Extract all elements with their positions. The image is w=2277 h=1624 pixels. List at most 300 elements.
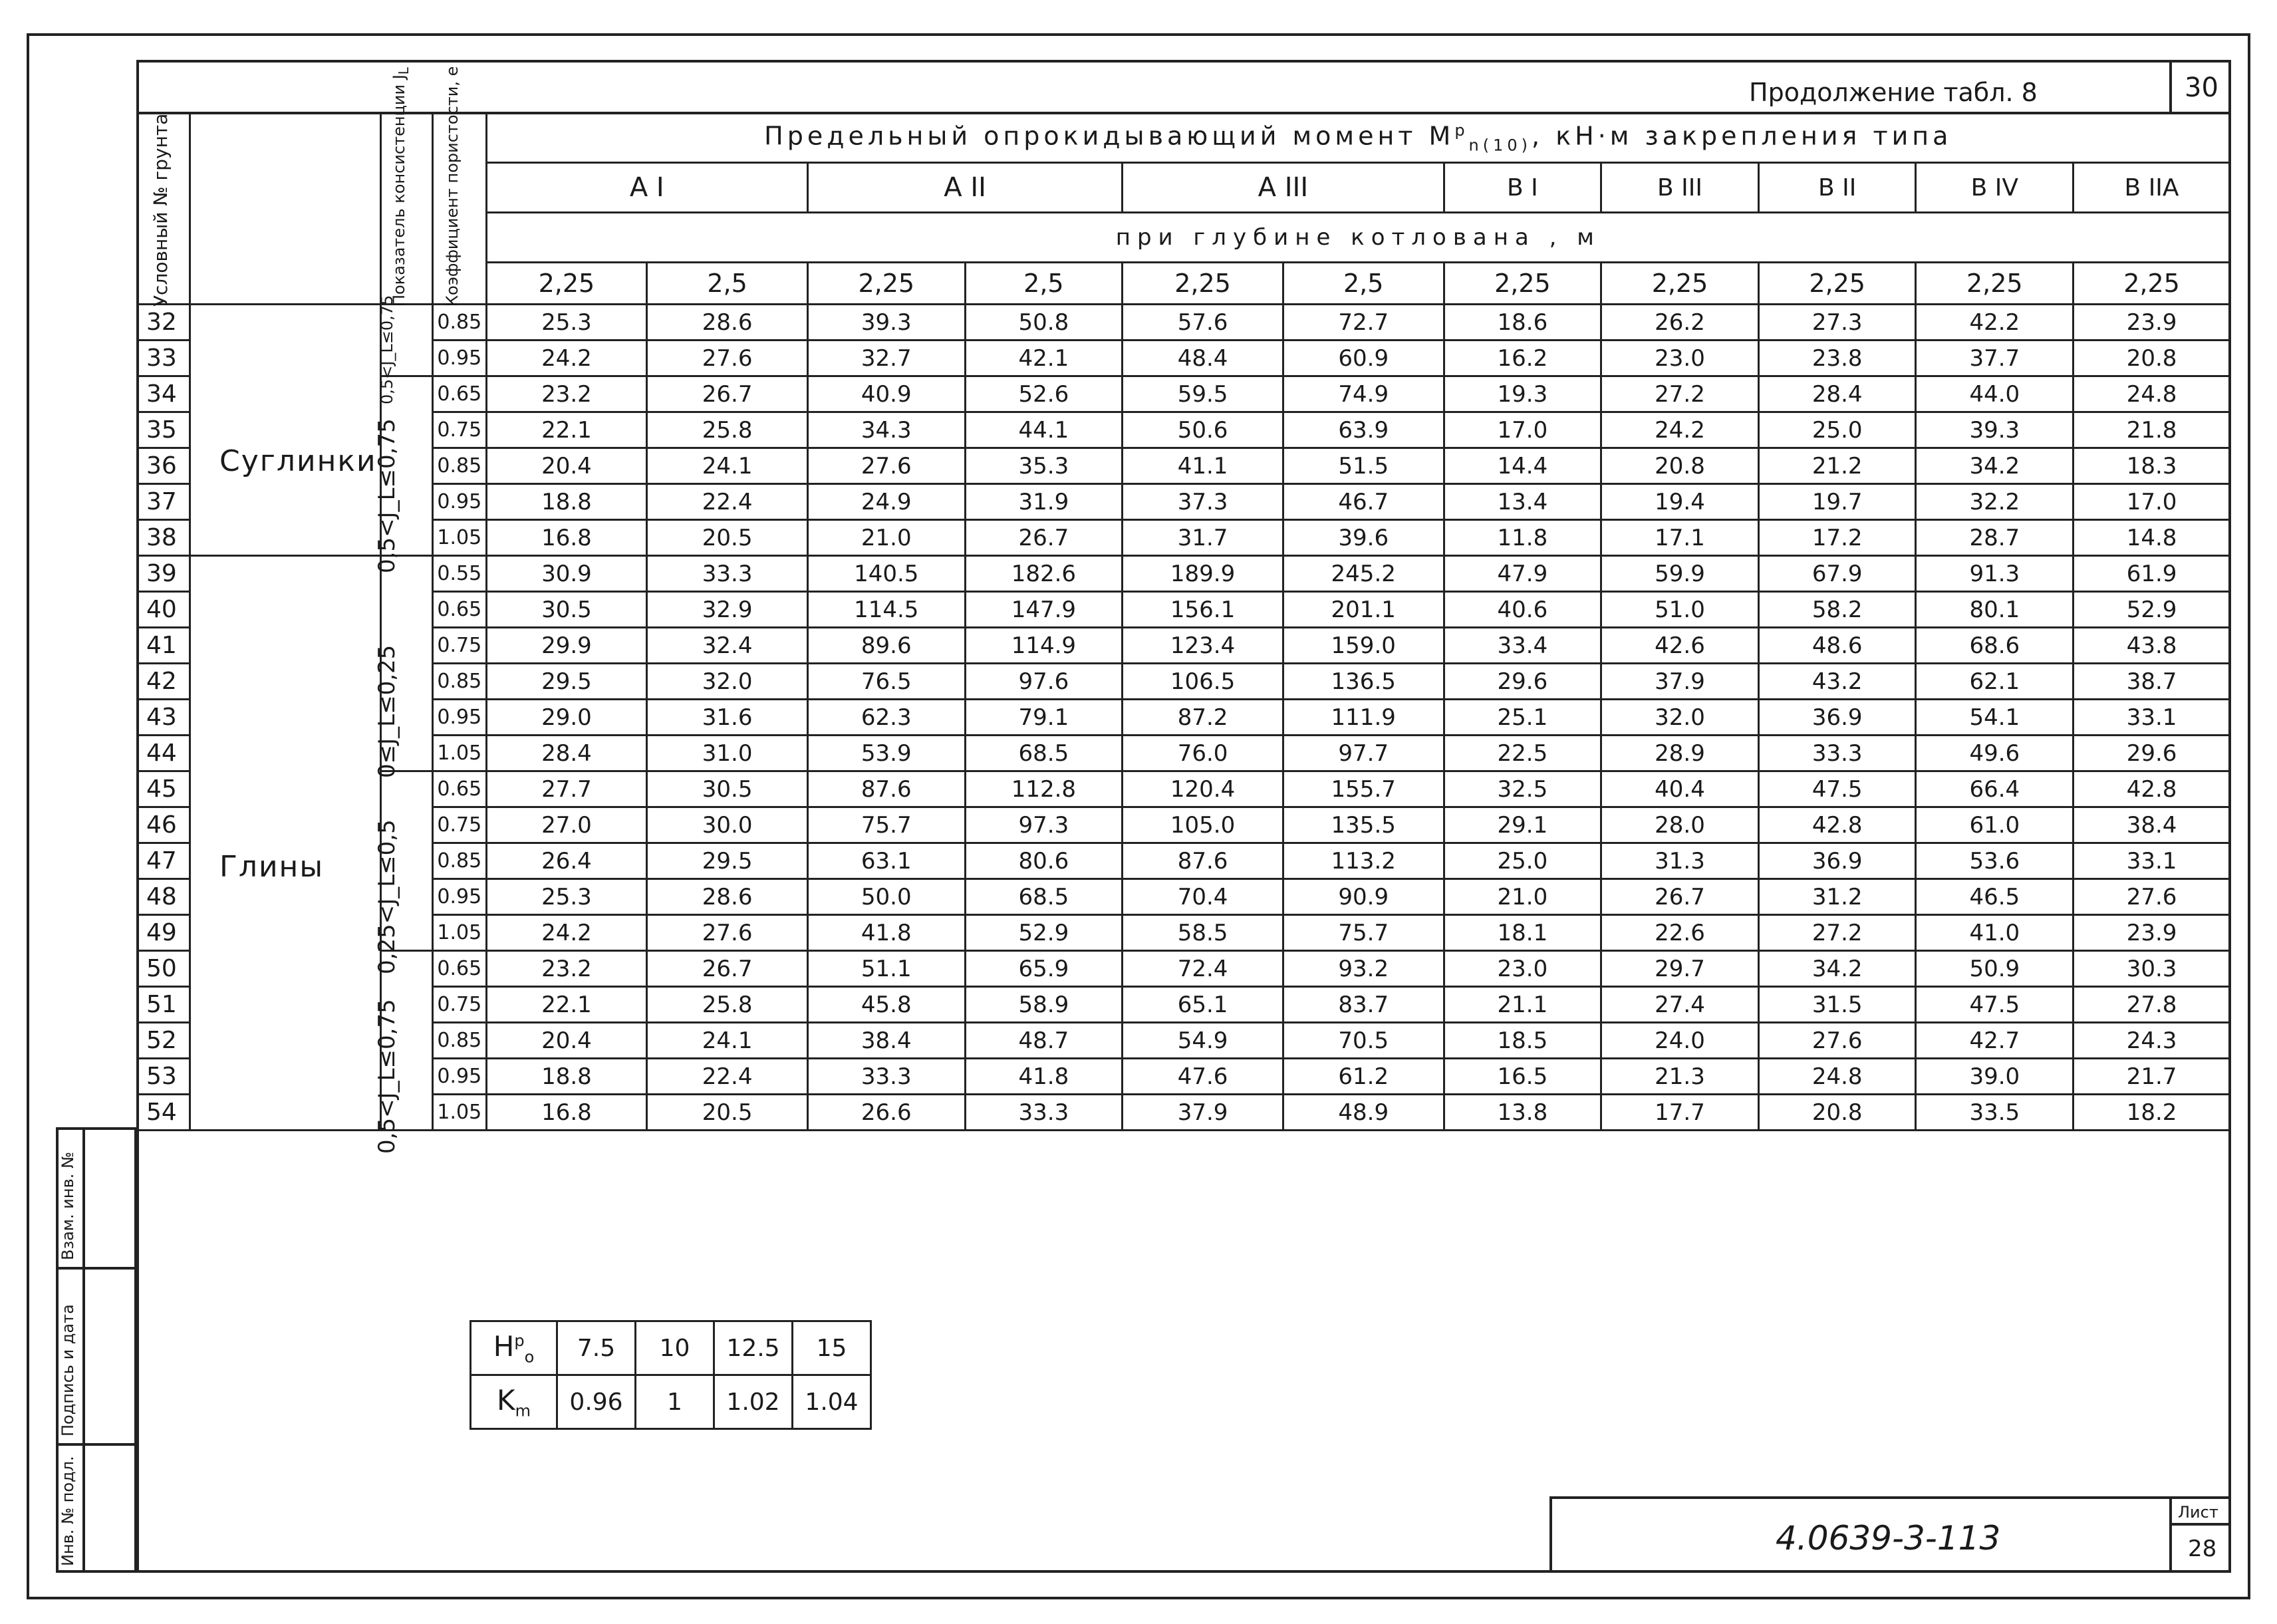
porosity-cell: 0.65	[433, 951, 487, 987]
value-cell: 24.9	[807, 484, 965, 520]
value-cell: 31.0	[647, 736, 808, 771]
value-cell: 30.3	[2074, 951, 2230, 987]
value-cell: 25.1	[1444, 700, 1601, 736]
value-cell: 19.4	[1601, 484, 1759, 520]
table-row	[138, 879, 2230, 915]
value-cell: 112.8	[965, 771, 1123, 807]
value-cell: 32.0	[1601, 700, 1759, 736]
value-cell: 75.7	[1283, 915, 1444, 951]
value-cell: 147.9	[965, 592, 1123, 628]
value-cell: 29.5	[486, 664, 647, 700]
h-value: 12.5	[714, 1321, 793, 1375]
value-cell: 18.5	[1444, 1023, 1601, 1059]
group-b1: B I	[1444, 163, 1601, 213]
value-cell: 28.6	[647, 305, 808, 340]
title-block-divider	[2169, 1496, 2172, 1573]
value-cell: 24.3	[2074, 1023, 2230, 1059]
table-row	[138, 412, 2230, 448]
value-cell: 16.8	[486, 1095, 647, 1131]
value-cell: 32.9	[647, 592, 808, 628]
depth-cell: 2,25	[486, 263, 647, 305]
value-cell: 18.1	[1444, 915, 1601, 951]
value-cell: 65.1	[1123, 987, 1283, 1023]
value-cell: 20.5	[647, 1095, 808, 1131]
value-cell: 31.9	[965, 484, 1123, 520]
value-cell: 91.3	[1916, 556, 2074, 592]
value-cell: 25.0	[1758, 412, 1916, 448]
value-cell: 39.6	[1283, 520, 1444, 556]
porosity-cell: 1.05	[433, 520, 487, 556]
value-cell: 39.3	[1916, 412, 2074, 448]
value-cell: 32.2	[1916, 484, 2074, 520]
soil-header	[190, 113, 380, 305]
range-loam-bottom: 0,5<J_L≤0,75	[374, 418, 400, 573]
value-cell: 156.1	[1123, 592, 1283, 628]
porosity-cell: 0.85	[433, 448, 487, 484]
ground-no: 52	[138, 1023, 190, 1059]
value-cell: 57.6	[1123, 305, 1283, 340]
value-cell: 20.4	[486, 448, 647, 484]
value-cell: 31.3	[1601, 843, 1759, 879]
value-cell: 24.8	[2074, 376, 2230, 412]
value-cell: 29.6	[2074, 736, 2230, 771]
value-cell: 34.2	[1758, 951, 1916, 987]
value-cell: 61.9	[2074, 556, 2230, 592]
value-cell: 105.0	[1123, 807, 1283, 843]
value-cell: 40.6	[1444, 592, 1601, 628]
value-cell: 26.7	[647, 376, 808, 412]
range-clay-2: 0,25<J_L≤0,5	[374, 819, 400, 974]
value-cell: 25.0	[1444, 843, 1601, 879]
group-a2: A II	[807, 163, 1122, 213]
ground-no: 40	[138, 592, 190, 628]
porosity-cell: 1.05	[433, 736, 487, 771]
value-cell: 42.8	[2074, 771, 2230, 807]
value-cell: 16.5	[1444, 1059, 1601, 1095]
value-cell: 24.2	[486, 340, 647, 376]
value-cell: 26.6	[807, 1095, 965, 1131]
porosity-cell: 0.75	[433, 987, 487, 1023]
value-cell: 18.8	[486, 484, 647, 520]
value-cell: 23.8	[1758, 340, 1916, 376]
ground-no: 45	[138, 771, 190, 807]
h-label: $H^p_o$	[471, 1321, 557, 1375]
value-cell: 80.1	[1916, 592, 2074, 628]
value-cell: 50.8	[965, 305, 1123, 340]
value-cell: 28.4	[486, 736, 647, 771]
value-cell: 38.4	[2074, 807, 2230, 843]
value-cell: 49.6	[1916, 736, 2074, 771]
value-cell: 61.2	[1283, 1059, 1444, 1095]
consistency-header	[380, 67, 433, 307]
depth-cell: 2,5	[1283, 263, 1444, 305]
value-cell: 34.2	[1916, 448, 2074, 484]
value-cell: 40.9	[807, 376, 965, 412]
value-cell: 47.9	[1444, 556, 1601, 592]
table-row	[138, 1023, 2230, 1059]
table-row	[138, 1095, 2230, 1131]
value-cell: 65.9	[965, 951, 1123, 987]
group-a1: A I	[486, 163, 807, 213]
table-row	[138, 305, 2230, 340]
value-cell: 25.8	[647, 987, 808, 1023]
value-cell: 41.8	[807, 915, 965, 951]
ground-no: 41	[138, 628, 190, 664]
h-row	[471, 1321, 871, 1375]
value-cell: 29.1	[1444, 807, 1601, 843]
value-cell: 70.4	[1123, 879, 1283, 915]
value-cell: 31.7	[1123, 520, 1283, 556]
value-cell: 22.1	[486, 987, 647, 1023]
value-cell: 14.4	[1444, 448, 1601, 484]
h-value: 7.5	[557, 1321, 636, 1375]
value-cell: 43.8	[2074, 628, 2230, 664]
value-cell: 17.1	[1601, 520, 1759, 556]
value-cell: 68.5	[965, 736, 1123, 771]
depth-cell: 2,25	[1601, 263, 1759, 305]
value-cell: 87.6	[807, 771, 965, 807]
ground-no: 50	[138, 951, 190, 987]
value-cell: 87.6	[1123, 843, 1283, 879]
k-value: 0.96	[557, 1375, 636, 1429]
porosity-cell: 0.85	[433, 664, 487, 700]
value-cell: 155.7	[1283, 771, 1444, 807]
value-cell: 13.8	[1444, 1095, 1601, 1131]
soil-clay-label: Глины	[219, 850, 325, 884]
ground-no: 48	[138, 879, 190, 915]
value-cell: 33.4	[1444, 628, 1601, 664]
value-cell: 32.7	[807, 340, 965, 376]
value-cell: 44.1	[965, 412, 1123, 448]
value-cell: 31.6	[647, 700, 808, 736]
value-cell: 60.9	[1283, 340, 1444, 376]
value-cell: 27.0	[486, 807, 647, 843]
value-cell: 20.8	[2074, 340, 2230, 376]
value-cell: 97.7	[1283, 736, 1444, 771]
value-cell: 68.6	[1916, 628, 2074, 664]
k-row	[471, 1375, 871, 1429]
value-cell: 27.3	[1758, 305, 1916, 340]
value-cell: 50.9	[1916, 951, 2074, 987]
table-row	[138, 448, 2230, 484]
value-cell: 42.6	[1601, 628, 1759, 664]
ground-no: 36	[138, 448, 190, 484]
page-box-divider	[2169, 60, 2172, 112]
value-cell: 62.1	[1916, 664, 2074, 700]
table-row	[138, 771, 2230, 807]
value-cell: 37.7	[1916, 340, 2074, 376]
value-cell: 21.0	[1444, 879, 1601, 915]
porosity-cell: 0.75	[433, 628, 487, 664]
value-cell: 80.6	[965, 843, 1123, 879]
porosity-header: Коэффициент пористости, е	[433, 113, 487, 305]
value-cell: 18.8	[486, 1059, 647, 1095]
value-cell: 182.6	[965, 556, 1123, 592]
depth-cell: 2,25	[2074, 263, 2230, 305]
sheet-number: 28	[2188, 1536, 2217, 1562]
value-cell: 23.0	[1601, 340, 1759, 376]
value-cell: 33.1	[2074, 700, 2230, 736]
range-clay-3: 0,5<J_L≤0,75	[374, 999, 400, 1154]
value-cell: 22.1	[486, 412, 647, 448]
value-cell: 19.7	[1758, 484, 1916, 520]
porosity-cell: 0.85	[433, 1023, 487, 1059]
porosity-cell: 0.75	[433, 412, 487, 448]
value-cell: 17.2	[1758, 520, 1916, 556]
value-cell: 114.5	[807, 592, 965, 628]
value-cell: 42.1	[965, 340, 1123, 376]
depth-cell: 2,25	[1916, 263, 2074, 305]
consistency-label: Показатель консистенции $J_L$	[389, 67, 412, 307]
value-cell: 22.5	[1444, 736, 1601, 771]
ground-no: 32	[138, 305, 190, 340]
value-cell: 72.4	[1123, 951, 1283, 987]
value-cell: 26.7	[647, 951, 808, 987]
value-cell: 26.4	[486, 843, 647, 879]
value-cell: 48.7	[965, 1023, 1123, 1059]
value-cell: 21.7	[2074, 1059, 2230, 1095]
value-cell: 140.5	[807, 556, 965, 592]
value-cell: 52.6	[965, 376, 1123, 412]
table-row	[138, 915, 2230, 951]
value-cell: 29.5	[647, 843, 808, 879]
porosity-cell: 0.95	[433, 700, 487, 736]
value-cell: 51.0	[1601, 592, 1759, 628]
value-cell: 33.3	[1758, 736, 1916, 771]
table-row	[138, 592, 2230, 628]
ground-no: 34	[138, 376, 190, 412]
value-cell: 189.9	[1123, 556, 1283, 592]
value-cell: 32.5	[1444, 771, 1601, 807]
value-cell: 35.3	[965, 448, 1123, 484]
value-cell: 40.4	[1601, 771, 1759, 807]
table-row	[138, 987, 2230, 1023]
group-b3: B III	[1601, 163, 1759, 213]
value-cell: 59.5	[1123, 376, 1283, 412]
value-cell: 52.9	[2074, 592, 2230, 628]
value-cell: 41.8	[965, 1059, 1123, 1095]
ground-no: 54	[138, 1095, 190, 1131]
value-cell: 21.3	[1601, 1059, 1759, 1095]
page-number-top: 30	[2185, 72, 2218, 103]
value-cell: 28.9	[1601, 736, 1759, 771]
value-cell: 13.4	[1444, 484, 1601, 520]
table-row	[138, 484, 2230, 520]
depth-cell: 2,5	[965, 263, 1123, 305]
value-cell: 19.3	[1444, 376, 1601, 412]
value-cell: 27.6	[1758, 1023, 1916, 1059]
value-cell: 21.2	[1758, 448, 1916, 484]
porosity-cell: 0.65	[433, 376, 487, 412]
value-cell: 48.6	[1758, 628, 1916, 664]
value-cell: 51.1	[807, 951, 965, 987]
value-cell: 75.7	[807, 807, 965, 843]
table-row	[138, 556, 2230, 592]
value-cell: 36.9	[1758, 700, 1916, 736]
side-stamp-divider	[82, 1127, 85, 1573]
value-cell: 62.3	[807, 700, 965, 736]
value-cell: 48.9	[1283, 1095, 1444, 1131]
value-cell: 38.4	[807, 1023, 965, 1059]
value-cell: 36.9	[1758, 843, 1916, 879]
value-cell: 83.7	[1283, 987, 1444, 1023]
value-cell: 39.0	[1916, 1059, 2074, 1095]
value-cell: 47.6	[1123, 1059, 1283, 1095]
value-cell: 33.5	[1916, 1095, 2074, 1131]
value-cell: 38.7	[2074, 664, 2230, 700]
value-cell: 29.7	[1601, 951, 1759, 987]
value-cell: 23.9	[2074, 305, 2230, 340]
side-label-sign: Подпись и дата	[59, 1304, 77, 1436]
depth-cell: 2,25	[807, 263, 965, 305]
value-cell: 22.4	[647, 484, 808, 520]
table-row	[138, 843, 2230, 879]
value-cell: 33.3	[807, 1059, 965, 1095]
value-cell: 53.9	[807, 736, 965, 771]
value-cell: 29.0	[486, 700, 647, 736]
value-cell: 42.8	[1758, 807, 1916, 843]
value-cell: 31.2	[1758, 879, 1916, 915]
ground-no: 44	[138, 736, 190, 771]
value-cell: 93.2	[1283, 951, 1444, 987]
table-row	[138, 628, 2230, 664]
value-cell: 72.7	[1283, 305, 1444, 340]
value-cell: 113.2	[1283, 843, 1444, 879]
value-cell: 68.5	[965, 879, 1123, 915]
value-cell: 18.6	[1444, 305, 1601, 340]
value-cell: 47.5	[1916, 987, 2074, 1023]
value-cell: 30.5	[486, 592, 647, 628]
porosity-cell: 1.05	[433, 915, 487, 951]
ground-no: 43	[138, 700, 190, 736]
ground-no: 51	[138, 987, 190, 1023]
value-cell: 23.2	[486, 376, 647, 412]
h-value: 10	[636, 1321, 714, 1375]
table-row	[138, 1059, 2230, 1095]
value-cell: 23.9	[2074, 915, 2230, 951]
value-cell: 31.5	[1758, 987, 1916, 1023]
porosity-cell: 0.55	[433, 556, 487, 592]
value-cell: 41.1	[1123, 448, 1283, 484]
title-row	[138, 113, 2230, 163]
value-cell: 37.9	[1601, 664, 1759, 700]
range-loam-top: 0,5<J_L≤0,75	[378, 295, 396, 404]
soil-type-cell	[190, 556, 380, 1131]
value-cell: 27.6	[807, 448, 965, 484]
porosity-cell: 0.85	[433, 305, 487, 340]
value-cell: 30.5	[647, 771, 808, 807]
value-cell: 42.7	[1916, 1023, 2074, 1059]
value-cell: 106.5	[1123, 664, 1283, 700]
value-cell: 22.4	[647, 1059, 808, 1095]
value-cell: 24.8	[1758, 1059, 1916, 1095]
value-cell: 79.1	[965, 700, 1123, 736]
value-cell: 114.9	[965, 628, 1123, 664]
porosity-cell: 0.95	[433, 484, 487, 520]
value-cell: 59.9	[1601, 556, 1759, 592]
document-number: 4.0639-3-113	[1776, 1519, 2001, 1557]
porosity-cell: 0.95	[433, 1059, 487, 1095]
value-cell: 89.6	[807, 628, 965, 664]
value-cell: 26.2	[1601, 305, 1759, 340]
value-cell: 22.6	[1601, 915, 1759, 951]
table-row	[138, 520, 2230, 556]
group-b4: B IV	[1916, 163, 2074, 213]
value-cell: 29.9	[486, 628, 647, 664]
ground-no: 47	[138, 843, 190, 879]
table-row	[138, 376, 2230, 412]
value-cell: 27.8	[2074, 987, 2230, 1023]
table-row	[138, 700, 2230, 736]
value-cell: 76.0	[1123, 736, 1283, 771]
value-cell: 30.0	[647, 807, 808, 843]
ground-no: 42	[138, 664, 190, 700]
value-cell: 136.5	[1283, 664, 1444, 700]
value-cell: 58.9	[965, 987, 1123, 1023]
value-cell: 17.0	[2074, 484, 2230, 520]
value-cell: 245.2	[1283, 556, 1444, 592]
porosity-cell: 0.95	[433, 340, 487, 376]
value-cell: 28.6	[647, 879, 808, 915]
value-cell: 54.9	[1123, 1023, 1283, 1059]
ground-no: 39	[138, 556, 190, 592]
value-cell: 28.7	[1916, 520, 2074, 556]
soil-type-cell	[190, 305, 380, 556]
value-cell: 33.3	[647, 556, 808, 592]
value-cell: 32.4	[647, 628, 808, 664]
continuation-label: Продолжение табл. 8	[1749, 78, 2038, 107]
ground-no: 46	[138, 807, 190, 843]
value-cell: 76.5	[807, 664, 965, 700]
value-cell: 18.2	[2074, 1095, 2230, 1131]
value-cell: 20.8	[1601, 448, 1759, 484]
depth-cell: 2,25	[1758, 263, 1916, 305]
ground-no: 49	[138, 915, 190, 951]
value-cell: 67.9	[1758, 556, 1916, 592]
ground-no: 38	[138, 520, 190, 556]
porosity-cell: 1.05	[433, 1095, 487, 1131]
value-cell: 17.0	[1444, 412, 1601, 448]
table-row	[138, 340, 2230, 376]
group-b2: B II	[1758, 163, 1916, 213]
value-cell: 24.2	[486, 915, 647, 951]
porosity-cell: 0.65	[433, 592, 487, 628]
value-cell: 58.5	[1123, 915, 1283, 951]
k-value: 1.02	[714, 1375, 793, 1429]
table-title: Предельный опрокидывающий момент $M^p_{n(10)}$, кН·м закрепления типа	[486, 113, 2230, 163]
porosity-cell: 0.85	[433, 843, 487, 879]
k-label: $K_m$	[471, 1375, 557, 1429]
value-cell: 27.2	[1601, 376, 1759, 412]
value-cell: 29.6	[1444, 664, 1601, 700]
value-cell: 63.1	[807, 843, 965, 879]
value-cell: 33.3	[965, 1095, 1123, 1131]
value-cell: 24.0	[1601, 1023, 1759, 1059]
value-cell: 53.6	[1916, 843, 2074, 879]
value-cell: 28.4	[1758, 376, 1916, 412]
value-cell: 26.7	[1601, 879, 1759, 915]
value-cell: 26.7	[965, 520, 1123, 556]
value-cell: 23.2	[486, 951, 647, 987]
value-cell: 32.0	[647, 664, 808, 700]
depth-cell: 2,5	[647, 263, 808, 305]
h-value: 15	[793, 1321, 871, 1375]
depth-cell: 2,25	[1123, 263, 1283, 305]
value-cell: 41.0	[1916, 915, 2074, 951]
value-cell: 50.6	[1123, 412, 1283, 448]
value-cell: 25.3	[486, 305, 647, 340]
value-cell: 37.9	[1123, 1095, 1283, 1131]
